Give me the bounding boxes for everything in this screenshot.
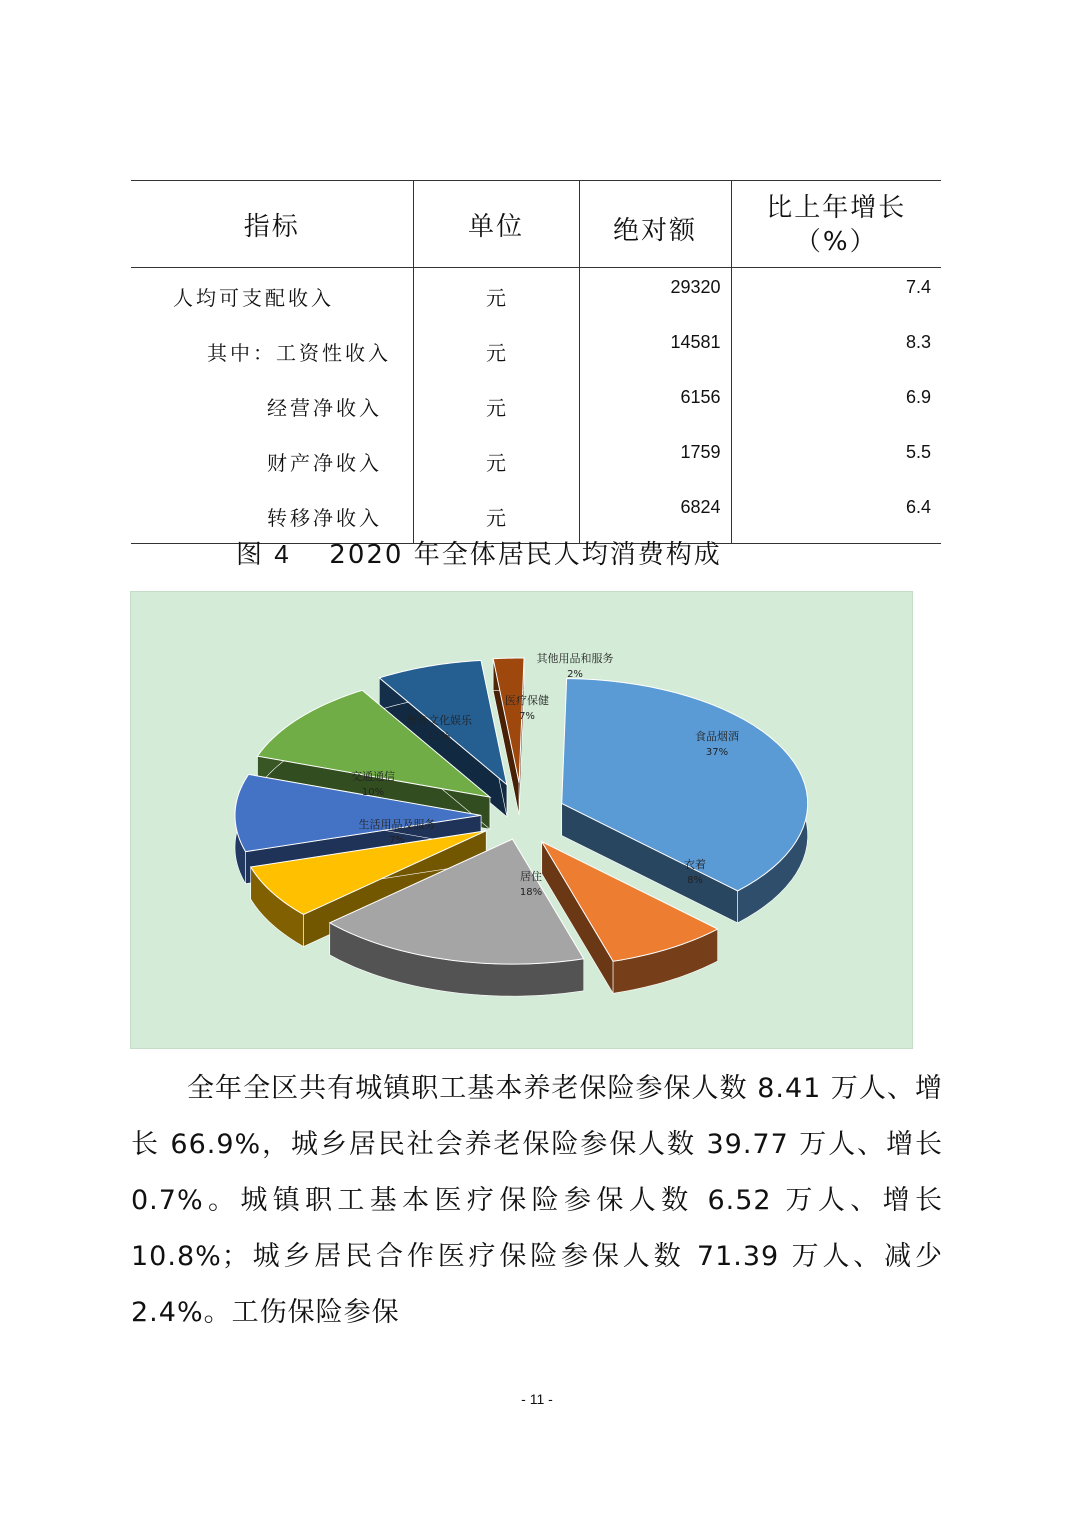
table-row bbox=[131, 268, 941, 324]
row-value: 14581 bbox=[579, 323, 731, 378]
table-row bbox=[131, 323, 941, 378]
row-growth: 7.4 bbox=[731, 268, 941, 324]
row-label: 转移净收入 bbox=[131, 488, 413, 544]
row-unit: 元 bbox=[413, 433, 579, 488]
slice-category-label: 食品烟酒 bbox=[695, 730, 739, 743]
body-paragraph bbox=[131, 1061, 943, 1341]
row-growth: 5.5 bbox=[731, 433, 941, 488]
row-label: 经营净收入 bbox=[267, 396, 382, 420]
header-unit: 单位 bbox=[413, 181, 579, 268]
figure-caption bbox=[236, 534, 722, 571]
slice-percent-label: 10% bbox=[361, 787, 385, 798]
header-growth-line2: （%） bbox=[794, 227, 878, 257]
header-growth-line1: 比上年增长 bbox=[766, 193, 907, 223]
slice-category-label: 居住 bbox=[520, 870, 542, 883]
figure-caption-number: 4 bbox=[274, 539, 291, 569]
row-value: 29320 bbox=[579, 268, 731, 324]
row-label: 其中：工资性收入 bbox=[207, 341, 391, 365]
row-unit: 元 bbox=[413, 323, 579, 378]
pie-chart-svg bbox=[131, 592, 912, 1048]
row-growth: 6.4 bbox=[731, 488, 941, 544]
income-table-wrapper bbox=[131, 180, 941, 544]
row-growth: 8.3 bbox=[731, 323, 941, 378]
row-value: 6156 bbox=[579, 378, 731, 433]
row-unit: 元 bbox=[413, 268, 579, 324]
slice-percent-label: 7% bbox=[389, 835, 405, 846]
consumption-pie-chart bbox=[130, 591, 913, 1049]
income-table bbox=[131, 180, 941, 544]
row-value: 6824 bbox=[579, 488, 731, 544]
row-growth: 6.9 bbox=[731, 378, 941, 433]
header-absolute: 绝对额 bbox=[579, 181, 731, 268]
slice-category-label: 教育文化娱乐 bbox=[406, 714, 472, 727]
slice-category-label: 其他用品和服务 bbox=[536, 652, 614, 665]
row-label: 财产净收入 bbox=[267, 451, 382, 475]
slice-category-label: 生活用品及服务 bbox=[358, 818, 436, 831]
slice-percent-label: 7% bbox=[519, 711, 535, 722]
slice-category-label: 交通通信 bbox=[351, 770, 395, 783]
figure-caption-text: 2020 年全体居民人均消费构成 bbox=[329, 540, 722, 570]
table-row bbox=[131, 433, 941, 488]
row-value: 1759 bbox=[579, 433, 731, 488]
slice-percent-label: 37% bbox=[705, 747, 729, 758]
slice-category-label: 医疗保健 bbox=[505, 694, 549, 707]
body-paragraph-text: 全年全区共有城镇职工基本养老保险参保人数 8.41 万人、增长 66.9%，城乡居民社会养老保险参保人数 39.77 万人、增长 0.7%。城镇职工基本医疗保险参保人数 6.52 万人、增长 10.8%；城乡居民合作医疗保险参保人数 71.39 万人、减少 2.4%。工伤保险参保 bbox=[131, 1073, 943, 1328]
table-row bbox=[131, 378, 941, 433]
header-growth bbox=[731, 181, 941, 268]
row-unit: 元 bbox=[413, 378, 579, 433]
table-header-row bbox=[131, 181, 941, 268]
slice-percent-label: 2% bbox=[567, 669, 583, 680]
header-indicator: 指标 bbox=[131, 181, 413, 268]
page-number: - 11 - bbox=[521, 1391, 553, 1407]
slice-percent-label: 11% bbox=[427, 731, 451, 742]
row-label: 人均可支配收入 bbox=[173, 286, 334, 310]
row-unit: 元 bbox=[413, 488, 579, 544]
figure-caption-prefix: 图 bbox=[236, 540, 265, 570]
slice-percent-label: 18% bbox=[519, 887, 543, 898]
slice-percent-label: 8% bbox=[687, 875, 703, 886]
slice-category-label: 衣着 bbox=[684, 858, 706, 871]
